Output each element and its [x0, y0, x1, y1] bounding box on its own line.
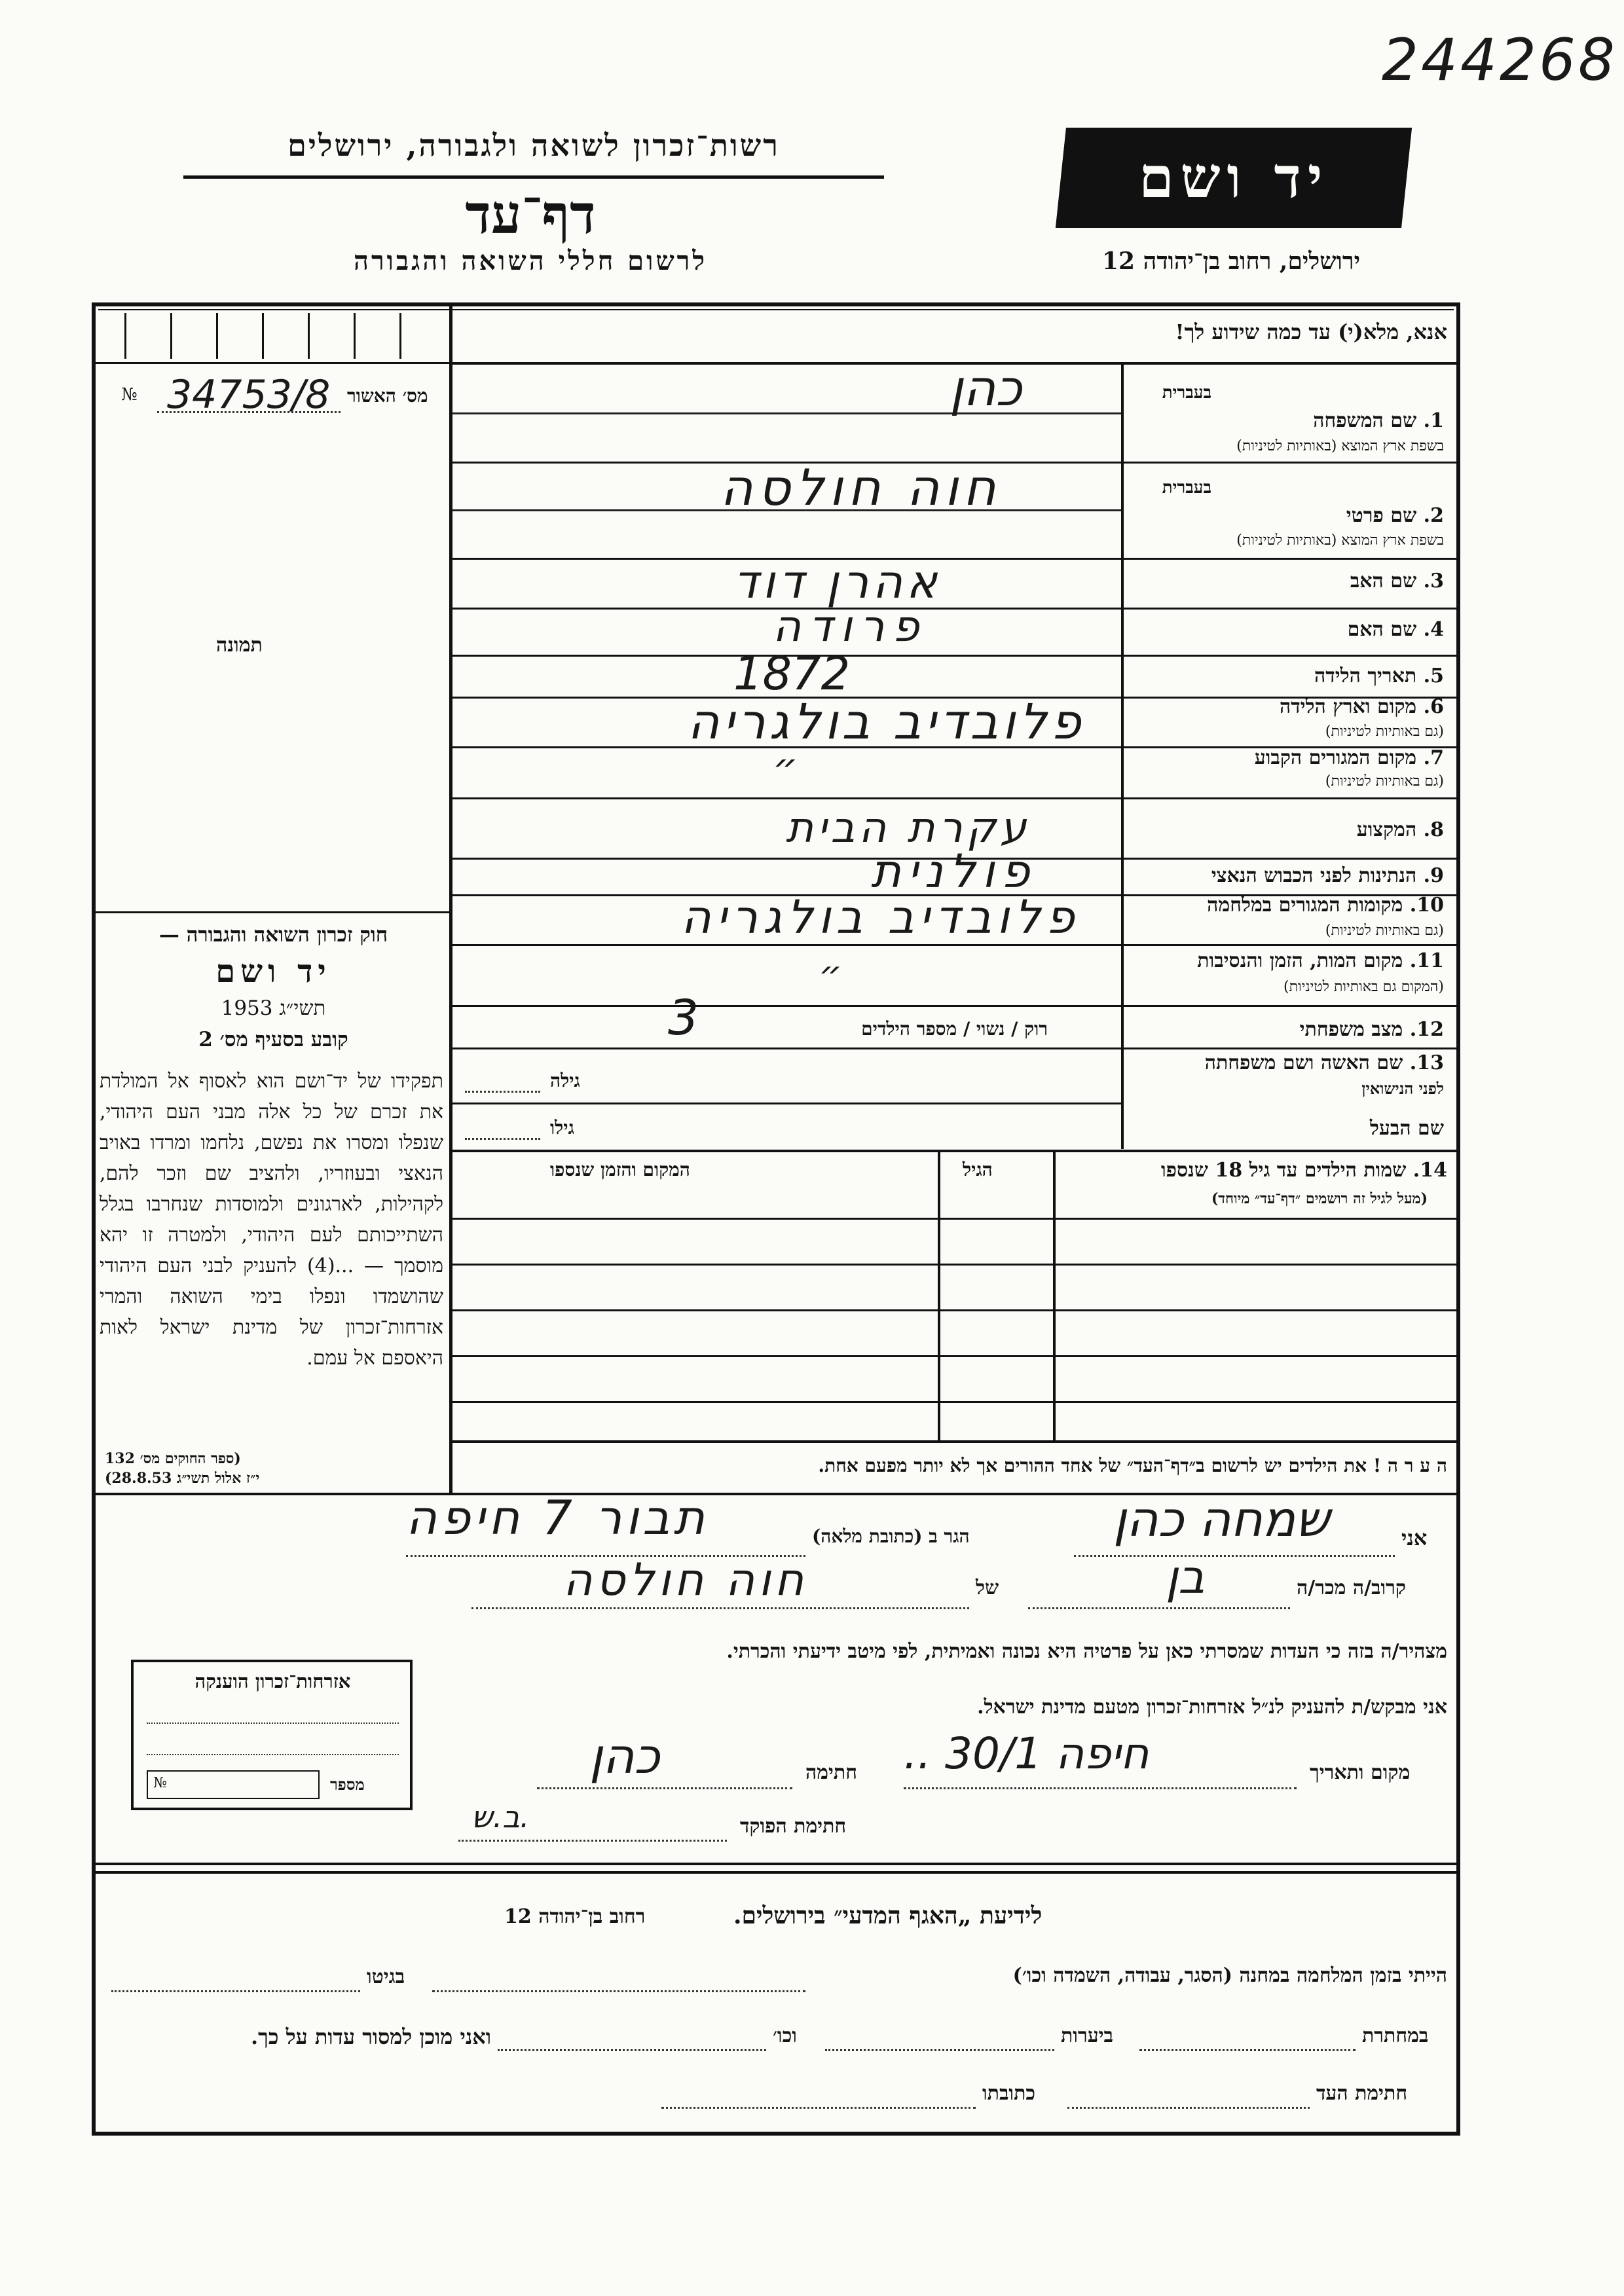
ghetto-label: בגיטו: [367, 1965, 405, 1988]
field-7-sub: (גם באותיות לטיניות): [1325, 773, 1444, 790]
field-7-value: ״: [773, 745, 798, 791]
field-6-num: 6.: [1423, 695, 1444, 718]
field-10-num: 10.: [1409, 894, 1444, 917]
of-value: חוה חולסה: [563, 1554, 808, 1606]
field-4-name: שם האם: [1347, 618, 1417, 641]
citizenship-box: [131, 1660, 413, 1810]
field-6-name: מקום וארץ הלידה: [1279, 695, 1417, 718]
field-13-sub: לפני הנישואין: [1361, 1079, 1444, 1098]
place-date-label: מקום ותאריך: [1310, 1761, 1411, 1784]
approval-no-mark: №: [121, 385, 138, 405]
children-count: 3: [668, 990, 699, 1046]
field-11-sub: (המקום גם באותיות לטיניות): [1283, 979, 1444, 995]
field-3-num: 3.: [1423, 570, 1444, 592]
approval-number-value: 34753/8: [167, 372, 331, 418]
field-5-value: 1872: [733, 647, 851, 701]
law-name: יד ושם: [215, 953, 331, 990]
approval-number-label: מס׳ האשור: [347, 385, 428, 407]
field-9-num: 9.: [1423, 864, 1444, 887]
forests-label: ביערות: [1061, 2024, 1114, 2047]
field-5-label: [1133, 665, 1444, 687]
field-3-value: אהרן דוד: [733, 555, 941, 609]
husband-age-label: גילו: [550, 1117, 574, 1139]
field-7-label: [1133, 746, 1444, 769]
relation-label: קרוב/ה מכר/ה: [1297, 1576, 1406, 1599]
field-1-label: [1133, 409, 1444, 432]
field-11-label: [1133, 949, 1444, 972]
law-year: תשי״ג 1953: [221, 996, 326, 1020]
declarant-address: תבור 7 חיפה: [406, 1490, 709, 1545]
signature-label: חתימה: [805, 1761, 857, 1784]
field-2-label: [1133, 504, 1444, 527]
field-9-label: [1133, 864, 1444, 887]
field-9-name: הנתינות לפני הכבוש הנאצי: [1211, 864, 1417, 887]
field-10-name: מקומות המגורים במלחמה: [1207, 894, 1403, 917]
field-3-label: [1133, 570, 1444, 592]
field-5-name: תאריך הלידה: [1314, 665, 1417, 687]
witness-address-label: כתובתו: [982, 2082, 1036, 2105]
field-9-value: פולנית: [871, 845, 1037, 898]
relation-value: בן: [1166, 1550, 1205, 1604]
etc-label: וכו׳: [773, 2024, 797, 2047]
field-13-label: [1133, 1051, 1444, 1074]
field-11-name: מקום המות, הזמן והנסיבות: [1197, 949, 1403, 972]
camp-text: הייתי בזמן המלחמה במחנה (הסגר, עבודה, השמדה וכו׳): [1012, 1964, 1447, 1987]
children-col-age: הגיל: [963, 1159, 993, 1180]
field-8-value: עקרת הבית: [786, 804, 1031, 852]
field-6-label: [1133, 695, 1444, 718]
org-name: רשות־זכרון לשואה ולגבורה, ירושלים: [287, 128, 780, 163]
tally-boxes: [111, 313, 426, 359]
field-2-sub: בשפת ארץ המוצא (באותיות לטיניות): [1236, 532, 1444, 549]
request-text: אני מבקש/ת להעניק לנ״ל אזרחות־זכרון מטעם מדינת ישראל.: [977, 1696, 1447, 1719]
citizenship-no-mark: №: [153, 1775, 167, 1791]
children-table-title: 14. שמות הילדים עד גיל 18 שנספו: [1160, 1159, 1447, 1182]
law-source-2: י״ז אלול תשי״ג 28.8.53): [105, 1470, 260, 1487]
ready-text: ואני מוכן למסור עדות על כך.: [250, 2024, 491, 2049]
law-text: תפקידו של יד־ושם הוא לאסוף אל המולדת את זכרם של כל אלה מבני העם היהודי, שנפלו ומסרו את נפשם, נלחמו ומרדו באויב הנאצי ובעוזריו, ולהציב שם וזכר להם, לקהילות, לארגונים ולמוסדות שנחרבו בגלל השתייכותם לעם היהודי, ולמטרה זו יהא מוסמך — ...(4) להעניק לבני העם היהודי שהושמדו ונפלו בימי השואה והמרי אזרחות־זכרון של מדינת ישראל לאות היאספם אל עמם.: [100, 1070, 443, 1370]
wife-age-label: גילה: [550, 1070, 580, 1091]
field-10-sub: (גם באותיות לטיניות): [1325, 922, 1444, 939]
declarant-i-label: אני: [1401, 1525, 1428, 1550]
field-2-value: חוה חולסה: [720, 458, 1001, 517]
logo-text: יד ושם: [1138, 145, 1329, 211]
law-heading: חוק זכרון השואה והגבורה —: [158, 923, 388, 947]
field-8-num: 8.: [1423, 818, 1444, 841]
declarant-name: שמחה כהן: [1113, 1491, 1330, 1548]
field-12-label: [1133, 1018, 1444, 1041]
underground-label: במחתרת: [1362, 2024, 1429, 2047]
field-7-num: 7.: [1423, 746, 1444, 769]
field-11-value: ״: [819, 953, 843, 996]
field-10-value: פלובדיב בולגריה: [681, 890, 1080, 944]
field-13-num: 13.: [1409, 1051, 1444, 1074]
field-12-name: מצב משפחתי: [1299, 1018, 1403, 1041]
field-6-value: פלובדיב בולגריה: [688, 694, 1085, 750]
remark: ה ע ר ה ! את הילדים יש לרשום ב״דף־העד״ של אחד ההורים אך לא יותר מפעם אחת.: [818, 1455, 1447, 1476]
photo-label: תמונה: [216, 634, 263, 657]
field-1-value: כהן: [950, 359, 1022, 417]
field-5-num: 5.: [1423, 665, 1444, 687]
archive-number: 244268: [1382, 26, 1617, 94]
field-2-tag: בעברית: [1162, 478, 1211, 498]
field-4-num: 4.: [1423, 618, 1444, 641]
form-title: דף־עד: [465, 183, 596, 246]
field-1-num: 1.: [1423, 409, 1444, 432]
children-col-place: המקום והזמן שנספו: [550, 1159, 690, 1180]
field-1-sub: בשפת ארץ המוצא (באותיות לטיניות): [1236, 438, 1444, 454]
officer-label: חתימת הפוקד: [740, 1815, 847, 1838]
field-3-name: שם האב: [1350, 570, 1417, 592]
of-label: של: [976, 1576, 999, 1599]
field-13-name: שם האשה ושם משפחתה: [1204, 1051, 1403, 1074]
place-date-value: חיפה 30/1 ..: [904, 1728, 1149, 1779]
header-address: ירושלים, רחוב בן־יהודה 12: [1101, 247, 1361, 275]
citizenship-number-label: מספר: [330, 1775, 365, 1794]
signature-value: כהן: [589, 1728, 660, 1785]
field-2-name: שם פרטי: [1346, 504, 1417, 527]
officer-signature: ב.ש.: [471, 1799, 530, 1834]
law-clause: קובע בסעיף מס׳ 2: [198, 1028, 348, 1051]
citizenship-title: אזרחות־זכרון הוענקה: [194, 1670, 351, 1692]
field-4-label: [1133, 618, 1444, 641]
husband-label: שם הבעל: [1369, 1117, 1444, 1140]
law-source-1: (ספר החוקים מס׳ 132: [105, 1450, 241, 1467]
declarant-resides-label: הגר ב (כתובת מלאה): [812, 1525, 970, 1547]
children-table-note: (מעל לגיל זה רושמים ״דף־עד״ מיוחד): [1211, 1190, 1428, 1207]
field-4-value: פרודה: [773, 601, 927, 651]
form-subtitle: לרשום חללי השואה והגבורה: [353, 246, 708, 276]
bottom-title: לידיעת „האגף המדעי״ בירושלים.: [733, 1902, 1043, 1929]
field-7-name: מקום המגורים הקבוע: [1254, 746, 1417, 769]
marital-options: רוק / נשוי / מספר הילדים: [861, 1018, 1048, 1040]
field-12-num: 12.: [1409, 1018, 1444, 1041]
field-2-num: 2.: [1423, 504, 1444, 527]
yad-vashem-logo: [1056, 128, 1412, 228]
declaration-text: מצהיר/ה בזה כי העדות שמסרתי כאן על פרטיה היא נכונה ואמיתית, לפי מיטב ידיעתי והכרתי.: [726, 1640, 1447, 1663]
bottom-address: רחוב בן־יהודה 12: [504, 1905, 646, 1928]
form-intro: אנא, מלא(י) עד כמה שידוע לך!: [1175, 319, 1447, 344]
field-6-sub: (גם באותיות לטיניות): [1325, 723, 1444, 740]
field-8-name: המקצוע: [1356, 818, 1417, 841]
witness-signature-label: חתימת העד: [1316, 2082, 1408, 2105]
field-1-tag: בעברית: [1162, 383, 1211, 403]
field-10-label: [1133, 894, 1444, 917]
field-1-name: שם המשפחה: [1313, 409, 1417, 432]
approval-number-row: [105, 372, 445, 419]
field-11-num: 11.: [1409, 949, 1444, 972]
field-8-label: [1133, 818, 1444, 841]
